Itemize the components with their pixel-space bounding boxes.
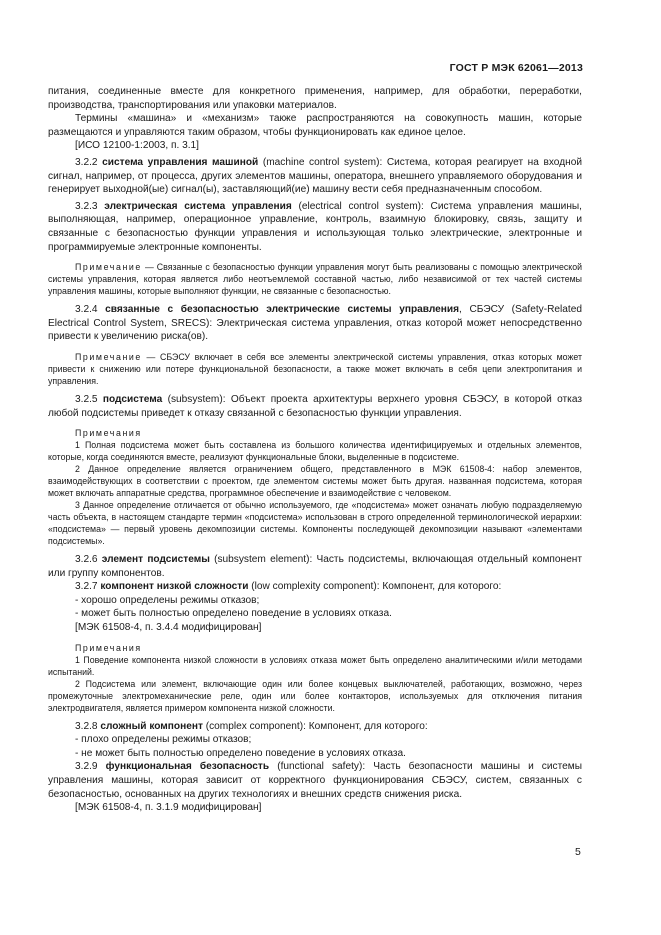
clause-number: 3.2.9 — [75, 761, 98, 773]
definition-text: (machine control system): Система, которая реагирует на входной сигнал, например, от процесса, других элементов машины, оператора, внешнего управляемого оборудования и генерирует выходной(ые) сигнал(ы), заставляющий(ие) машину вести себя предназначенным способом. — [48, 156, 582, 196]
term: подсистема — [102, 393, 163, 405]
term: сложный компонент — [100, 720, 203, 732]
note — [48, 261, 582, 297]
list-item: - хорошо определены режимы отказов; — [75, 594, 260, 606]
notes-label: Примечания — [75, 642, 142, 653]
clause-number: 3.2.6 — [75, 554, 98, 566]
page-content — [48, 85, 582, 815]
note-block — [48, 351, 582, 387]
note-item: 3 Данное определение отличается от обычно используемого, где «подсистема» может означать любую подразделяемую часть объекта, в настоящем стандарте термин «подсистема» использован в строго определенной терминологической иерархии: «подсистема» — первый уровень декомпозиции системы. Компоненты последующей декомпозиции называют «элементами подсистемы». — [48, 500, 582, 547]
term: связанные с безопасностью электрические системы управления — [105, 304, 460, 316]
note-item: 2 Данное определение является ограничением общего, представленного в МЭК 61508-4: набор элементов, взаимодействующих в соответствии с проектом, где элементом системы может быть другая. названная подсистема, которая может включать аппаратные средства, программное обеспечение и взаимодействие с человеком. — [48, 464, 582, 499]
definition-3-2-8 — [48, 720, 582, 734]
note-item: 1 Полная подсистема может быть составлена из большого количества идентифицируемых и отдельных элементов, которые, когда соединяются вместе, реализуют функциональные блоки, выделенные в подсистеме. — [48, 440, 582, 463]
definition-text: , СБЭСУ (Safety-Related Electrical Control System, SRECS): Электрическая система управления, отказ которой может непосредственно привести к увеличению риска(ов). — [48, 304, 582, 343]
note — [48, 351, 582, 387]
clause-number: 3.2.7 — [75, 581, 98, 593]
definition-3-2-3 — [48, 200, 582, 254]
clause-number: 3.2.5 — [75, 393, 98, 405]
clause-number: 3.2.3 — [75, 200, 98, 212]
clause-number: 3.2.4 — [75, 304, 98, 316]
definition-3-2-6 — [48, 553, 582, 580]
note-text: — Связанные с безопасностью функции управления могут быть реализованы с помощью электрической системы управления, которая является либо неотъемлемой составной частью, либо независимой от тех частей системы управления машины, которые выполняют функции, не связанные с безопасностью. — [48, 262, 582, 297]
note-label: Примечание — [75, 262, 142, 273]
reference: [ИСО 12100-1:2003, п. 3.1] — [75, 140, 199, 152]
term: компонент низкой сложности — [100, 581, 249, 593]
page-number: 5 — [575, 846, 581, 858]
term: элемент подсистемы — [101, 554, 210, 566]
clause-number: 3.2.8 — [75, 720, 98, 732]
clause-number: 3.2.2 — [75, 156, 98, 168]
notes-block — [48, 642, 582, 714]
note-text: — СБЭСУ включает в себя все элементы электрической системы управления, отказ которых может привести к снижению или потере функциональной безопасности, а также может включать в себя цепи электропитания и управления. — [48, 351, 582, 386]
paragraph: Термины «машина» и «механизм» также распространяются на совокупность машин, которые размещаются и управляются таким образом, чтобы функционировать как единое целое. — [48, 113, 582, 138]
definition-3-2-2 — [48, 156, 582, 197]
definition-3-2-7 — [48, 580, 582, 594]
definition-3-2-9 — [48, 760, 582, 801]
definition-text: (functional safety): Часть безопасности машины и системы управления машины, которая зависит от корректного функционирования СБЭСУ, систем, связанных с безопасностью, основанных на других технологиях и внешних средств снижения риска. — [48, 761, 582, 800]
note-label: Примечание — [75, 351, 142, 362]
list-item: - не может быть полностью определено поведение в условиях отказа. — [75, 747, 406, 759]
list-item: - может быть полностью определено поведение в условиях отказа. — [75, 608, 392, 620]
term: система управления машиной — [102, 156, 259, 168]
notes-label: Примечания — [75, 428, 142, 439]
note-item: 2 Подсистема или элемент, включающие один или более концевых выключателей, работающих, возможно, через промежуточные электромеханические реле, один или более контакторов, используемых для отключения питания электродвигателя, является примером компонента низкой сложности. — [48, 678, 582, 713]
definition-text: (low complexity component): Компонент, для которого: — [248, 581, 502, 593]
definition-text: (subsystem): Объект проекта архитектуры верхнего уровня СБЭСУ, в которой отказ любой подсистемы приведет к отказу связанной с безопасностью функции управления. — [48, 393, 582, 419]
notes-block — [48, 427, 582, 547]
standard-header: ГОСТ Р МЭК 62061—2013 — [449, 62, 583, 74]
list-item: - плохо определены режимы отказов; — [75, 734, 252, 746]
note-item: 1 Поведение компонента низкой сложности в условиях отказа может быть определено аналитическими и/или методами испытаний. — [48, 654, 582, 677]
note-block — [48, 261, 582, 297]
paragraph: питания, соединенные вместе для конкретного применения, например, для обработки, переработки, производства, транспортирования или упаковки материалов. — [48, 86, 582, 111]
reference: [МЭК 61508-4, п. 3.1.9 модифицирован] — [75, 802, 262, 814]
definition-text: (complex component): Компонент, для которого: — [202, 720, 428, 732]
definition-text: (electrical control system): Система управления машины, выполняющая, например, операционное управление, контроль, взаимную блокировку, связь, защиту и связанные с безопасностью функции управления и использующая только электрические, электронные и программируемые электронные компоненты. — [48, 200, 582, 253]
term: функциональная безопасность — [105, 761, 270, 773]
definition-3-2-5 — [48, 393, 582, 420]
term: электрическая система управления — [104, 200, 292, 212]
definition-text: (subsystem element): Часть подсистемы, включающая отдельный компонент или группу компонентов. — [48, 554, 582, 579]
definition-3-2-4 — [48, 303, 582, 344]
reference: [МЭК 61508-4, п. 3.4.4 модифицирован] — [75, 622, 262, 634]
